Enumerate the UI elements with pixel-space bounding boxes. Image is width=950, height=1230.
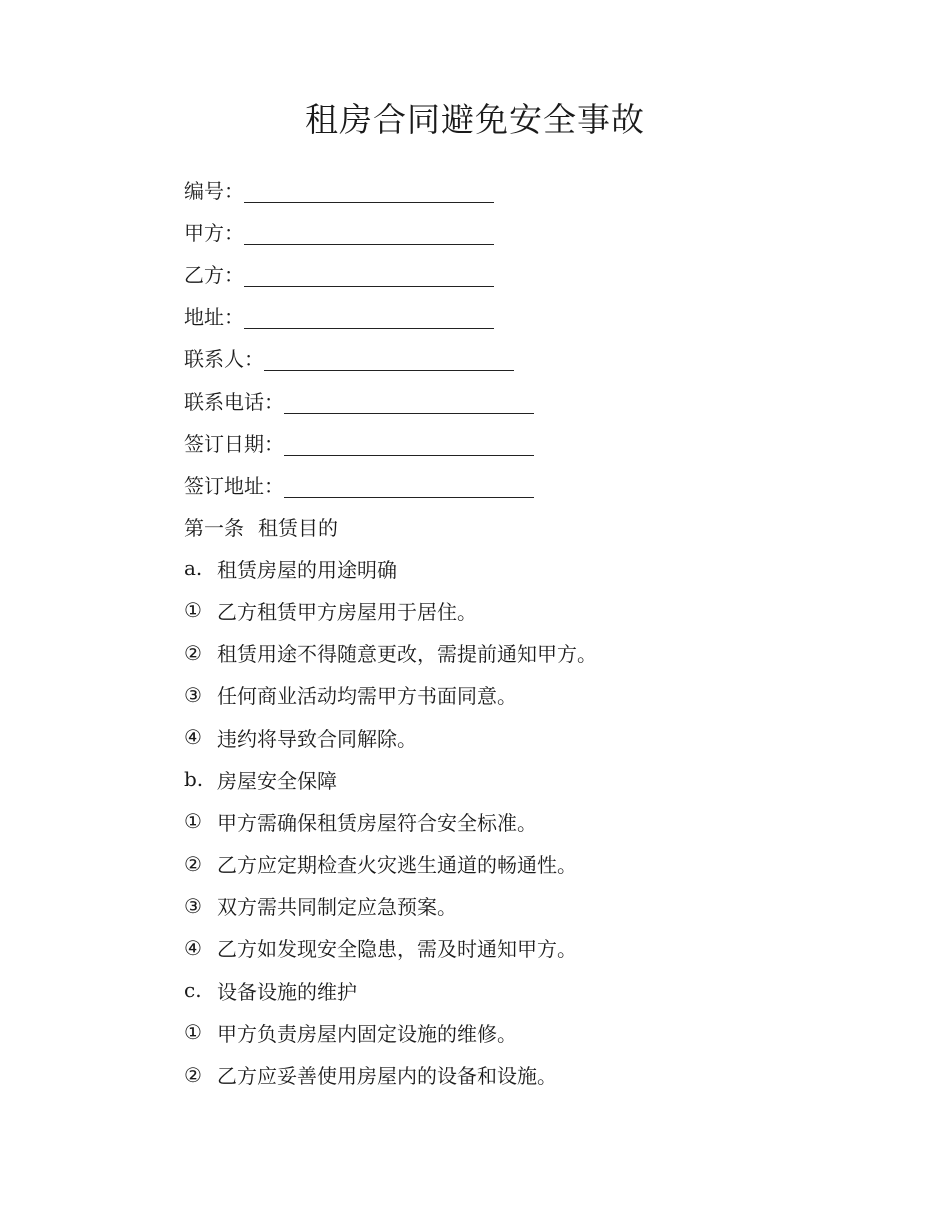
- clause-text: 乙方租赁甲方房屋用于居住。: [217, 599, 477, 624]
- article-heading: [184, 505, 804, 547]
- section-heading: [184, 969, 804, 1011]
- field-label: 乙方：: [184, 262, 244, 287]
- clause-marker: ②: [184, 851, 202, 876]
- field-label: 地址：: [184, 305, 244, 330]
- field-row-party-b: [184, 252, 784, 294]
- field-label: 甲方：: [184, 220, 244, 245]
- clause-marker: ①: [184, 809, 202, 834]
- field-label: 签订日期：: [184, 431, 284, 456]
- clause-item: [184, 716, 804, 758]
- section-heading: [184, 758, 804, 800]
- clause-text: 任何商业活动均需甲方书面同意。: [217, 684, 517, 709]
- field-row-sign-date: [184, 421, 784, 463]
- section-marker: b.: [184, 767, 204, 792]
- section-title: 租赁房屋的用途明确: [217, 557, 397, 582]
- clause-item: [184, 632, 804, 674]
- document-title: 租房合同避免安全事故: [305, 100, 645, 139]
- blank-line[interactable]: [244, 264, 494, 287]
- blank-line[interactable]: [244, 306, 494, 329]
- clause-marker: ③: [184, 893, 202, 918]
- field-label: 联系人：: [184, 347, 264, 372]
- clause-item: [184, 885, 804, 927]
- clause-item: [184, 1011, 804, 1053]
- section-title: 房屋安全保障: [217, 768, 337, 793]
- field-row-phone: [184, 379, 784, 421]
- clause-marker: ②: [184, 640, 202, 665]
- clause-item: [184, 589, 804, 631]
- clause-marker: ④: [184, 935, 202, 960]
- clause-item: [184, 927, 804, 969]
- section-heading: [184, 547, 804, 589]
- clause-text: 违约将导致合同解除。: [217, 726, 417, 751]
- field-row-address: [184, 295, 784, 337]
- blank-line[interactable]: [264, 348, 514, 371]
- field-row-number: [184, 168, 784, 210]
- blank-line[interactable]: [244, 222, 494, 245]
- clause-item: [184, 843, 804, 885]
- article-title: 租赁目的: [258, 515, 338, 540]
- clause-marker: ①: [184, 598, 202, 623]
- contract-fields: [184, 168, 784, 506]
- clause-item: [184, 674, 804, 716]
- clause-item: [184, 800, 804, 842]
- clause-text: 乙方应妥善使用房屋内的设备和设施。: [217, 1064, 557, 1089]
- clause-text: 甲方需确保租赁房屋符合安全标准。: [217, 810, 537, 835]
- field-row-party-a: [184, 210, 784, 252]
- clause-text: 甲方负责房屋内固定设施的维修。: [217, 1021, 517, 1046]
- section-title: 设备设施的维护: [217, 979, 357, 1004]
- clause-marker: ①: [184, 1020, 202, 1045]
- clause-text: 租赁用途不得随意更改，需提前通知甲方。: [217, 642, 597, 667]
- clause-text: 双方需共同制定应急预案。: [217, 895, 457, 920]
- section-marker: c.: [184, 978, 202, 1003]
- contract-body: [184, 505, 804, 1096]
- clause-marker: ②: [184, 1062, 202, 1087]
- field-label: 编号：: [184, 178, 244, 203]
- blank-line[interactable]: [284, 475, 534, 498]
- article-number: 第一条: [184, 515, 244, 540]
- clause-marker: ④: [184, 725, 202, 750]
- field-label: 签订地址：: [184, 473, 284, 498]
- clause-item: [184, 1053, 804, 1095]
- clause-text: 乙方如发现安全隐患，需及时通知甲方。: [217, 937, 577, 962]
- clause-text: 乙方应定期检查火灾逃生通道的畅通性。: [217, 853, 577, 878]
- blank-line[interactable]: [284, 391, 534, 414]
- section-marker: a.: [184, 556, 203, 581]
- clause-marker: ③: [184, 682, 202, 707]
- blank-line[interactable]: [284, 433, 534, 456]
- field-label: 联系电话：: [184, 389, 284, 414]
- field-row-contact: [184, 337, 784, 379]
- field-row-sign-place: [184, 463, 784, 505]
- blank-line[interactable]: [244, 180, 494, 203]
